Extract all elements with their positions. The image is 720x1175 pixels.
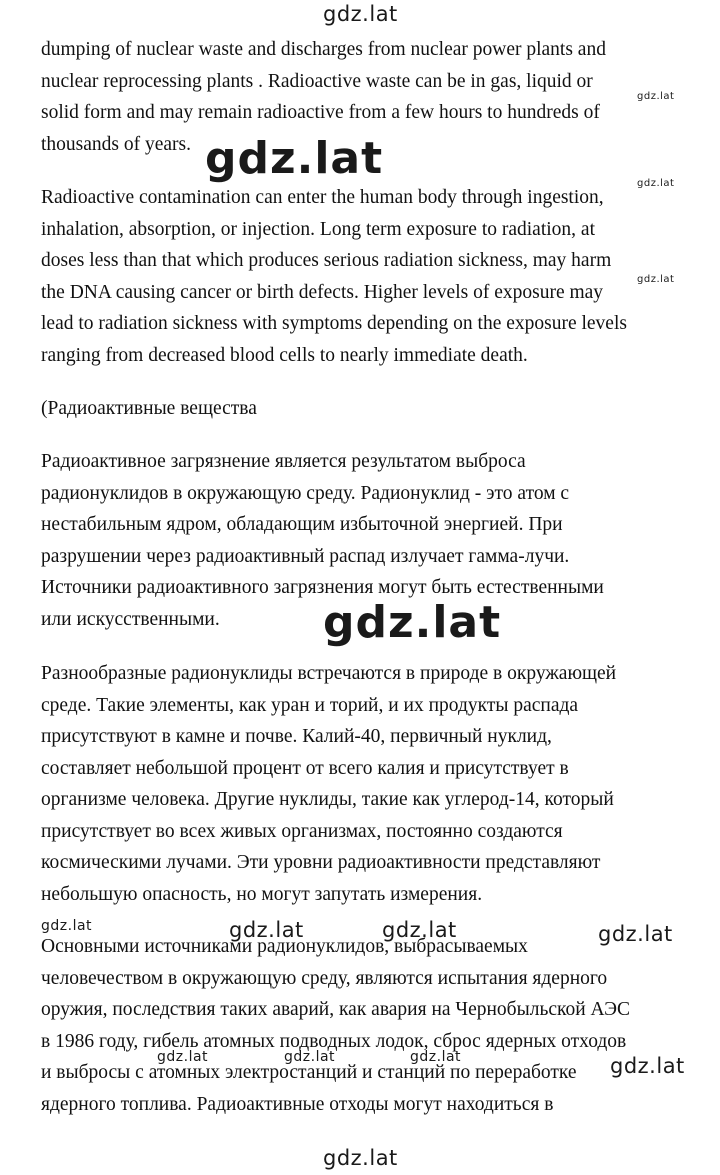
watermark-small: gdz.lat	[637, 91, 675, 102]
text-line: Разнообразные радионуклиды встречаются в природе в окружающей	[41, 663, 617, 684]
text-line: или искусственными.	[41, 608, 220, 630]
text-line: Основными источниками радионуклидов, выбрасываемых	[41, 936, 528, 957]
watermark-top: gdz.lat	[323, 2, 398, 26]
text-line: the DNA causing cancer or birth defects. Higher levels of exposure may	[41, 281, 604, 303]
text-line: ядерного топлива. Радиоактивные отходы могут находиться в	[41, 1093, 554, 1115]
text-line: радионуклидов в окружающую среду. Радионуклид - это атом с	[41, 482, 570, 504]
text-line: dumping of nuclear waste and discharges from nuclear power plants and	[41, 39, 606, 60]
text-line: Radioactive contamination can enter the human body through ingestion,	[41, 187, 604, 208]
text-line: thousands of years.	[41, 133, 192, 155]
watermark-small: gdz.lat	[157, 1049, 209, 1065]
text-line: lead to radiation sickness with symptoms depending on the exposure levels	[41, 313, 627, 334]
text-line: Радиоактивное загрязнение является результатом выброса	[41, 451, 526, 472]
text-line: человечеством в окружающую среду, являются испытания ядерного	[41, 967, 608, 989]
text-line: nuclear reprocessing plants . Radioactive waste can be in gas, liquid or	[41, 70, 593, 92]
watermark-small: gdz.lat	[410, 1049, 462, 1065]
watermark-mid: gdz.lat	[382, 918, 457, 942]
text-line: нестабильным ядром, обладающим избыточной энергией. При	[41, 514, 563, 535]
text-line: организме человека. Другие нуклиды, такие как углерод-14, который	[41, 789, 614, 810]
text-line: оружия, последствия таких аварий, как авария на Чернобыльской АЭС	[41, 999, 631, 1020]
watermark-small: gdz.lat	[41, 918, 93, 934]
paragraph-contamination-exposure	[41, 182, 701, 371]
text-line: среде. Такие элементы, как уран и торий, и их продукты распада	[41, 694, 579, 716]
watermark-large: gdz.lat	[205, 133, 384, 184]
text-line: solid form and may remain radioactive from a few hours to hundreds of	[41, 102, 600, 123]
text-line: присутствуют в камне и почве. Калий-40, первичный нуклид,	[41, 726, 552, 747]
paragraph-natural-radionuclides-ru	[41, 658, 701, 910]
text-line: космическими лучами. Эти уровни радиоактивности представляют	[41, 852, 601, 873]
text-line: в 1986 году, гибель атомных подводных лодок, сброс ядерных отходов	[41, 1030, 627, 1052]
watermark-small: gdz.lat	[637, 274, 675, 285]
text-line: Источники радиоактивного загрязнения могут быть естественными	[41, 577, 604, 598]
text-line: ranging from decreased blood cells to nearly immediate death.	[41, 344, 528, 366]
text-line: присутствует во всех живых организмах, постоянно создаются	[41, 820, 563, 842]
text-line: составляет небольшой процент от всего калия и присутствует в	[41, 757, 569, 779]
watermark-large: gdz.lat	[323, 597, 502, 648]
watermark-mid: gdz.lat	[229, 918, 304, 942]
text-line: небольшую опасность, но могут запутать измерения.	[41, 883, 483, 905]
watermark-small: gdz.lat	[637, 178, 675, 189]
watermark-bottom: gdz.lat	[323, 1146, 398, 1170]
text-line: doses less than that which produces serious radiation sickness, may harm	[41, 250, 612, 271]
watermark-mid: gdz.lat	[598, 922, 673, 946]
watermark-small: gdz.lat	[284, 1049, 336, 1065]
text-line: и выбросы с атомных электростанций и станций по переработке	[41, 1062, 577, 1083]
text-line: разрушении через радиоактивный распад излучает гамма-лучи.	[41, 545, 570, 567]
section-heading	[41, 393, 701, 425]
paragraph-human-sources-ru	[41, 931, 701, 1120]
text-line: (Радиоактивные вещества	[41, 398, 257, 419]
watermark-mid: gdz.lat	[610, 1054, 685, 1078]
text-line: inhalation, absorption, or injection. Long term exposure to radiation, at	[41, 218, 595, 240]
